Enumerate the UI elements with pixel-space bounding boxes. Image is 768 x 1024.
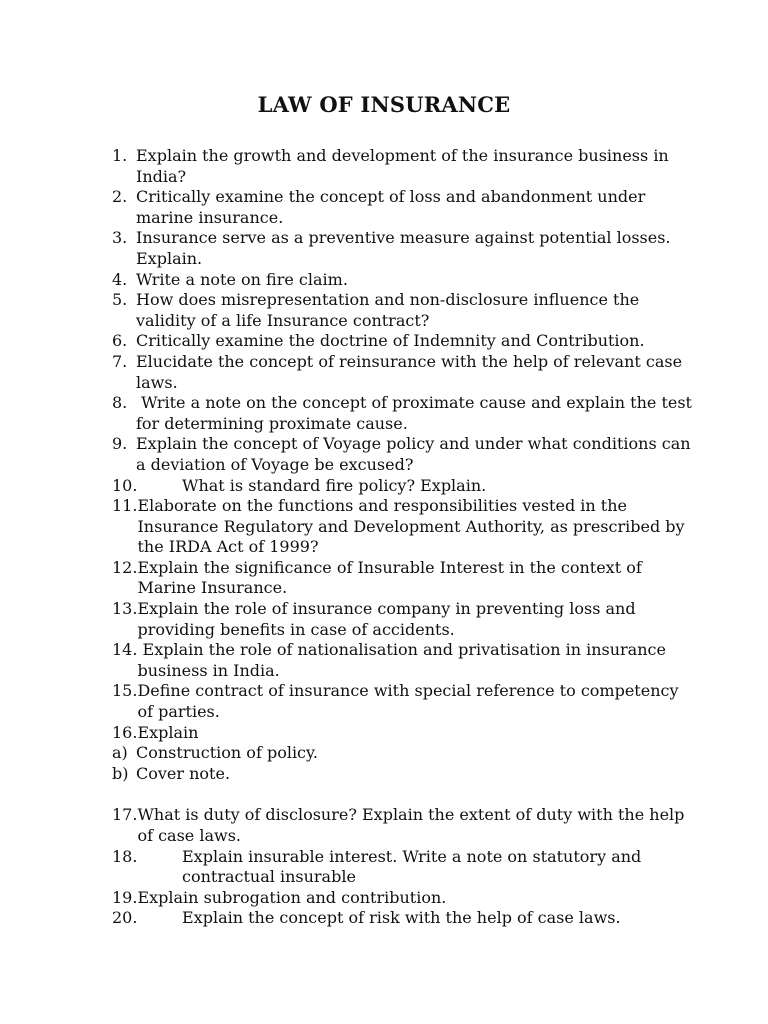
question-item [112, 270, 692, 291]
question-text: What is duty of disclosure? Explain the extent of duty with the help of case laws. [137, 805, 690, 845]
question-number: 11. [112, 496, 138, 516]
question-text: How does misrepresentation and non-disclosure influence the validity of a life Insurance contract? [136, 290, 645, 330]
question-text: Explain the role of nationalisation and privatisation in insurance business in India. [137, 640, 672, 680]
question-number: 5. [112, 290, 128, 310]
question-text: Explain [137, 722, 199, 742]
question-item [112, 290, 692, 331]
question-item [112, 888, 692, 909]
question-item [112, 187, 692, 228]
question-text: Explain the concept of Voyage policy and under what conditions can a deviation of Voyage be excused? [136, 434, 696, 474]
sub-item-text: Construction of policy. [136, 743, 319, 763]
question-number: 2. [112, 187, 128, 207]
question-item [112, 723, 692, 744]
question-text: Explain the significance of Insurable Interest in the context of Marine Insurance. [137, 557, 647, 598]
question-text: Explain subrogation and contribution. [137, 887, 447, 907]
question-text: Critically examine the doctrine of Indemnity and Contribution. [136, 331, 645, 351]
question-number: 8. [112, 393, 128, 413]
sub-item [112, 743, 692, 764]
question-text: Explain the concept of risk with the help of case laws. [182, 908, 621, 928]
question-list [112, 146, 698, 929]
question-text: Write a note on the concept of proximate cause and explain the test for determining proximate cause. [136, 393, 698, 433]
question-item [112, 434, 696, 475]
question-item [112, 476, 692, 497]
question-item [112, 805, 692, 846]
question-number: 13. [112, 599, 138, 619]
question-item [112, 352, 692, 393]
question-text: Critically examine the concept of loss and abandonment under marine insurance. [136, 187, 651, 227]
blank-line [112, 784, 692, 805]
question-item [112, 640, 692, 681]
question-text: Insurance serve as a preventive measure against potential losses. Explain. [136, 228, 676, 268]
question-text: Define contract of insurance with special reference to competency of parties. [137, 681, 684, 722]
question-number: 10. [112, 475, 138, 495]
question-item [112, 146, 692, 187]
question-number: 3. [112, 228, 128, 248]
question-item [112, 847, 692, 888]
question-item [112, 331, 692, 352]
question-number: 17. [112, 805, 138, 825]
question-text: Elucidate the concept of reinsurance with the help of relevant case laws. [136, 351, 688, 392]
question-number: 20. [112, 908, 138, 928]
sub-item-letter: b) [112, 763, 129, 783]
question-text: Write a note on fire claim. [136, 269, 348, 289]
question-number: 15. [112, 681, 138, 701]
question-number: 19. [112, 887, 138, 907]
question-text: Explain insurable interest. Write a note on statutory and contractual insurable [182, 846, 647, 887]
question-number: 16. [112, 722, 138, 742]
page-title: LAW OF INSURANCE [257, 92, 511, 117]
sub-item-letter: a) [112, 743, 128, 763]
question-item [112, 681, 692, 722]
question-number: 4. [112, 269, 128, 289]
question-item [112, 228, 692, 269]
question-text: What is standard fire policy? Explain. [182, 475, 487, 495]
question-number: 1. [112, 146, 128, 165]
question-number: 18. [112, 846, 138, 866]
question-item [112, 908, 692, 929]
sub-item [112, 764, 692, 785]
question-text: Explain the growth and development of the insurance business in India? [136, 146, 674, 186]
question-item [112, 599, 692, 640]
question-item [112, 496, 692, 558]
question-number: 6. [112, 331, 128, 351]
question-text: Explain the role of insurance company in preventing loss and providing benefits in case of accidents. [137, 599, 641, 639]
question-text: Elaborate on the functions and responsibilities vested in the Insurance Regulatory and Development Authority, as prescribed by the IRDA Act of 1999? [137, 496, 690, 557]
question-number: 14. [112, 640, 138, 660]
question-number: 12. [112, 557, 138, 577]
question-number: 7. [112, 351, 128, 371]
question-item [112, 393, 698, 434]
question-number: 9. [112, 434, 128, 454]
sub-item-text: Cover note. [136, 763, 231, 783]
question-item [112, 558, 692, 599]
